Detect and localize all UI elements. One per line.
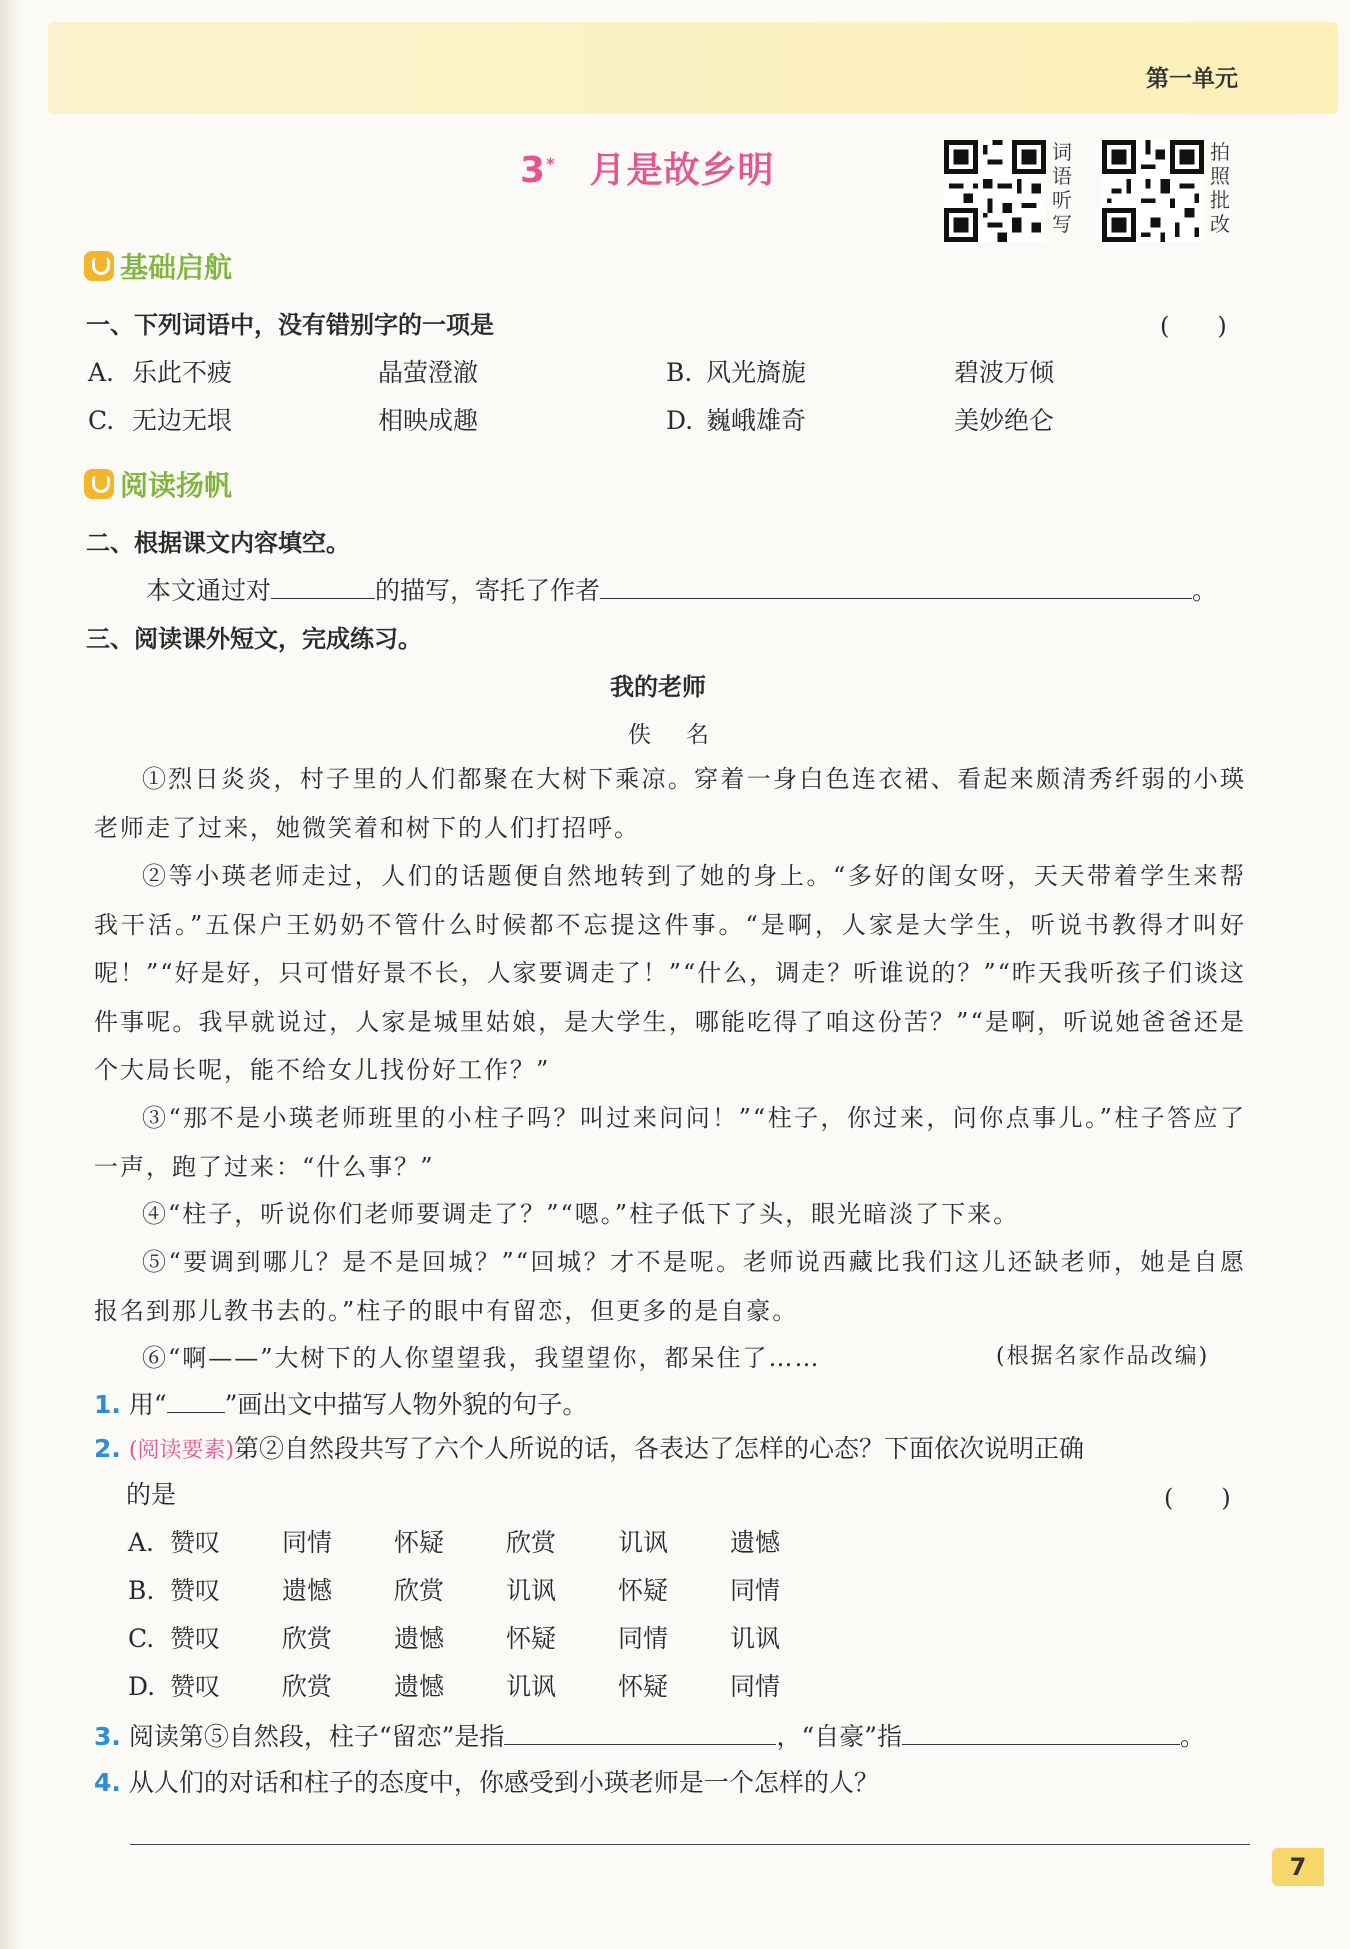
section-reading-heading: 阅读扬帆 <box>84 464 232 504</box>
sub-question-4: 4. 从人们的对话和柱子的态度中，你感受到小瑛老师是一个怎样的人？ <box>94 1768 879 1797</box>
workbook-page: 第一单元 3* 月是故乡明 词语听写 拍照批改 基础启航 一、下列词语中，没有错别字的一项是 ( ) A. 乐此不疲 晶萤澄澈 B. 风光旖旎 碧波万倾 C. 无边无垠 相映成趣 D. 巍峨雄奇 美妙绝仑 阅读扬帆 二、根据课文内容填空。 本文通过对 的描写，寄托了作者 。 三、阅读课外短文，完成练习。 我的老师 佚 名 ①烈日炎炎，村子里的人们都聚在大树下乘凉。穿着一身白色连衣裙、看起来颇清秀纤弱的小瑛老师走了过来，她微笑着和树下的人们打招呼。 ②等小瑛老师走过，人们的话题便自然地转到了她的身上。“多好的闺女呀，天天带着学生来帮我干活。”五保户王奶奶不管什么时候都不忘提这件事。“是啊，人家是大学生，听说书教得才叫好呢！”“好是好，只可惜好景不长，人家要调走了！”“什么，调走？听谁说的？”“昨天我听孩子们谈这件事呢。我早就说过，人家是城里姑娘，是大学生，哪能吃得了咱这份苦？”“是啊，听说她爸爸还是个大局长呢，能不给女儿找份好工作？” ③“那不是小瑛老师班里的小柱子吗？叫过来问问！”“柱子，你过来，问你点事儿。”柱子答应了一声，跑了过来：“什么事？” ④“柱子，听说你们老师要调走了？”“嗯。”柱子低下了头，眼光暗淡了下来。 ⑤“要调到哪儿？是不是回城？”“回城？才不是呢。老师说西藏比我们这儿还缺老师，她是自愿报名到那儿教书去的。”柱子的眼中有留恋，但更多的是自豪。 ⑥“啊——”大树下的人你望望我，我望望你，都呆住了…… (根据名家作品改编) 1. 用“ ”画出文中描写人物外貌的句子。 2. (阅读要素)第②自然段共写了六个人所说的话，各表达了怎样的心态？下面依次说明正确 的是 ( ) A. 赞叹 同情 怀疑 欣赏 讥讽 遗憾 B. 赞叹 遗憾 欣赏 讥讽 怀疑 同情 C. 赞叹 欣赏 遗憾 怀疑 同情 讥讽 D. 赞叹 欣赏 遗憾 讥讽 怀疑 同情 3. 阅读第⑤自然段，柱子“留恋”是指 ，“自豪”指 。 4. 从人们的对话和柱子的态度中，你感受到小瑛老师是一个怎样的人？ 7 <box>0 0 1350 1949</box>
lesson-title <box>520 142 774 193</box>
article-paragraph-5: ⑤“要调到哪儿？是不是回城？”“回城？才不是呢。老师说西藏比我们这儿还缺老师，她是自愿报名到那儿教书去的。”柱子的眼中有留恋，但更多的是自豪。 <box>94 1248 1246 1325</box>
qr-code-dictation-icon[interactable] <box>944 140 1046 242</box>
section-basic-icon <box>84 251 114 281</box>
article-paragraph-4: ④“柱子，听说你们老师要调走了？”“嗯。”柱子低下了头，眼光暗淡了下来。 <box>142 1200 1020 1228</box>
question-2-blank-1[interactable] <box>271 572 375 599</box>
article-title: 我的老师 <box>610 673 706 701</box>
sub-question-3-blank-1[interactable] <box>504 1718 776 1745</box>
section-basic-heading: 基础启航 <box>84 246 232 286</box>
question-1-prompt: 一、下列词语中，没有错别字的一项是 <box>86 311 494 339</box>
question-1-answer-paren[interactable]: ( ) <box>1160 312 1227 340</box>
sub-question-2-answer-paren[interactable]: ( ) <box>1164 1484 1231 1512</box>
sub-question-4-answer-line[interactable] <box>130 1844 1250 1845</box>
lesson-title-text: 月是故乡明 <box>589 150 775 191</box>
sub-question-3-blank-2[interactable] <box>902 1718 1180 1745</box>
qr-code-photo-grading-icon[interactable] <box>1102 140 1204 242</box>
page-number: 7 <box>1272 1848 1324 1886</box>
sub-question-1: 1. 用“ ”画出文中描写人物外貌的句子。 <box>94 1386 587 1422</box>
sub-question-2-continued: 的是 <box>126 1480 177 1509</box>
question-3-prompt: 三、阅读课外短文，完成练习。 <box>86 625 422 653</box>
article-paragraph-1: ①烈日炎炎，村子里的人们都聚在大树下乘凉。穿着一身白色连衣裙、看起来颇清秀纤弱的小瑛老师走了过来，她微笑着和树下的人们打招呼。 <box>94 765 1246 842</box>
header-band <box>48 22 1338 114</box>
unit-label: 第一单元 <box>1146 66 1238 92</box>
reading-element-tag: (阅读要素) <box>128 1438 235 1463</box>
lesson-number: 3* <box>520 150 556 191</box>
sub-question-3: 3. 阅读第⑤自然段，柱子“留恋”是指 ，“自豪”指 。 <box>94 1718 1205 1754</box>
underline-mark-sample <box>167 1386 225 1413</box>
qr-label-photo-grading: 拍照批改 <box>1210 140 1230 236</box>
question-2-blank-2[interactable] <box>600 572 1192 599</box>
article-author: 佚 名 <box>628 722 715 748</box>
question-2-fill-line: 本文通过对 的描写，寄托了作者 。 <box>146 572 1217 608</box>
sub-question-2: 2. (阅读要素)第②自然段共写了六个人所说的话，各表达了怎样的心态？下面依次说明正确 <box>94 1434 1085 1463</box>
article-paragraph-6: ⑥“啊——”大树下的人你望望我，我望望你，都呆住了…… <box>142 1344 821 1372</box>
section-reading-icon <box>84 469 114 499</box>
article-paragraph-3: ③“那不是小瑛老师班里的小柱子吗？叫过来问问！”“柱子，你过来，问你点事儿。”柱子答应了一声，跑了过来：“什么事？” <box>94 1104 1246 1181</box>
article-source: (根据名家作品改编) <box>996 1344 1210 1369</box>
qr-label-dictation: 词语听写 <box>1052 140 1072 236</box>
question-2-prompt: 二、根据课文内容填空。 <box>86 529 350 557</box>
article-paragraph-2: ②等小瑛老师走过，人们的话题便自然地转到了她的身上。“多好的闺女呀，天天带着学生来帮我干活。”五保户王奶奶不管什么时候都不忘提这件事。“是啊，人家是大学生，听说书教得才叫好呢！”“好是好，只可惜好景不长，人家要调走了！”“什么，调走？听谁说的？”“昨天我听孩子们谈这件事呢。我早就说过，人家是城里姑娘，是大学生，哪能吃得了咱这份苦？”“是啊，听说她爸爸还是个大局长呢，能不给女儿找份好工作？” <box>94 862 1246 1084</box>
page-binding-shadow <box>0 0 22 1949</box>
